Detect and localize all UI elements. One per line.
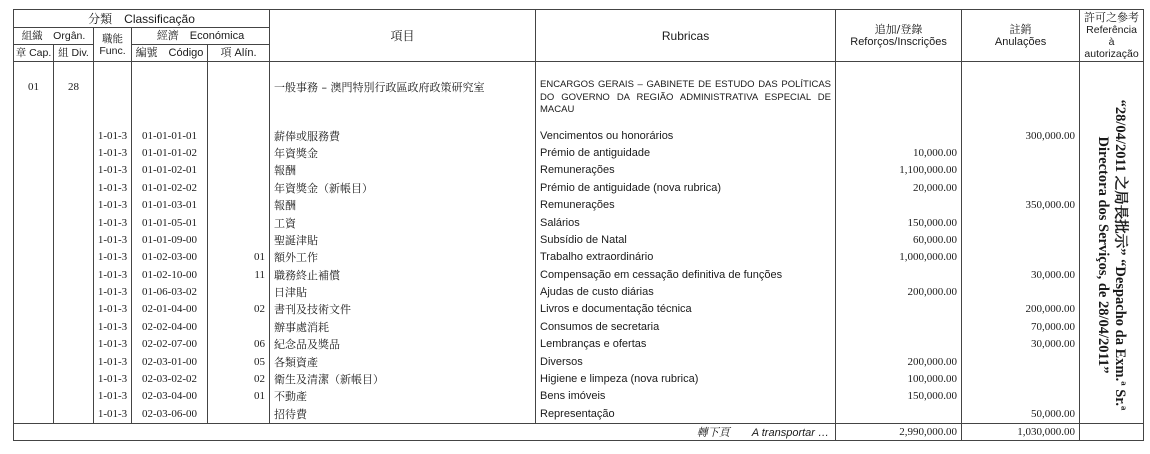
- row-alin: [208, 127, 270, 144]
- row-item-cn: 日津貼: [270, 284, 536, 301]
- row-func: 1-01-3: [94, 353, 132, 370]
- row-item-cn: 不動產: [270, 388, 536, 405]
- anulacoes-header: [962, 10, 1080, 62]
- alin-header: 項 Alín.: [208, 45, 270, 62]
- row-func: 1-01-3: [94, 267, 132, 284]
- row-div: [54, 284, 94, 301]
- economica-header: 經濟 Económica: [132, 28, 270, 45]
- row-alin: [208, 162, 270, 179]
- row-func: 1-01-3: [94, 145, 132, 162]
- row-anulacao: [962, 145, 1080, 162]
- row-rubrica-pt: Remunerações: [536, 197, 836, 214]
- row-code: 01-01-05-01: [132, 214, 208, 231]
- row-item-cn: 報酬: [270, 162, 536, 179]
- row-div: [54, 180, 94, 197]
- row-item-cn: 聖誕津貼: [270, 232, 536, 249]
- row-cap: [14, 127, 54, 144]
- row-reforco: 1,100,000.00: [836, 162, 962, 179]
- row-func: 1-01-3: [94, 336, 132, 353]
- row-div: [54, 406, 94, 423]
- row-reforco: 20,000.00: [836, 180, 962, 197]
- row-cap: [14, 301, 54, 318]
- row-anulacao: [962, 249, 1080, 266]
- budget-rows: [14, 127, 1144, 423]
- row-alin: 02: [208, 371, 270, 388]
- row-rubrica-pt: Higiene e limpeza (nova rubrica): [536, 371, 836, 388]
- row-cap: [14, 353, 54, 370]
- div-header: 組 Div.: [54, 45, 94, 62]
- row-func: 1-01-3: [94, 180, 132, 197]
- row-func: 1-01-3: [94, 388, 132, 405]
- row-reforco: [836, 336, 962, 353]
- row-alin: [208, 197, 270, 214]
- row-cap: [14, 371, 54, 388]
- row-alin: [208, 406, 270, 423]
- row-anulacao: 350,000.00: [962, 197, 1080, 214]
- table-row: [14, 145, 1144, 162]
- row-alin: [208, 319, 270, 336]
- table-row: [14, 232, 1144, 249]
- transport-label: 轉下頁 A transportar …: [14, 424, 836, 441]
- table-row: [14, 388, 1144, 405]
- reforcos-header-cn: 追加/登錄: [874, 22, 923, 36]
- row-func: 1-01-3: [94, 197, 132, 214]
- section-rubrica-pt: ENCARGOS GERAIS – GABINETE DE ESTUDO DAS POLÍTICAS DO GOVERNO DA REGIÃO ADMINISTRATIVA ESPECIAL DE MACAU: [536, 79, 836, 127]
- row-func: 1-01-3: [94, 301, 132, 318]
- row-rubrica-pt: Vencimentos ou honorários: [536, 127, 836, 144]
- row-rubrica-pt: Lembranças e ofertas: [536, 336, 836, 353]
- reforcos-header: [836, 10, 962, 62]
- row-code: 01-01-01-01: [132, 127, 208, 144]
- row-cap: [14, 162, 54, 179]
- row-func: 1-01-3: [94, 232, 132, 249]
- items-header: 項目: [270, 10, 536, 62]
- row-div: [54, 197, 94, 214]
- row-code: 01-01-09-00: [132, 232, 208, 249]
- row-rubrica-pt: Salários: [536, 214, 836, 231]
- row-rubrica-pt: Prémio de antiguidade (nova rubrica): [536, 180, 836, 197]
- row-item-cn: 職務終止補償: [270, 267, 536, 284]
- anulacoes-header-cn: 註銷: [1009, 22, 1032, 36]
- table-row: [14, 180, 1144, 197]
- row-item-cn: 書刊及技術文件: [270, 301, 536, 318]
- reference-header-pt1: Referência: [1086, 23, 1137, 36]
- table-row: [14, 162, 1144, 179]
- row-div: [54, 388, 94, 405]
- row-cap: [14, 214, 54, 231]
- row-func: 1-01-3: [94, 127, 132, 144]
- row-div: [54, 267, 94, 284]
- row-rubrica-pt: Consumos de secretaria: [536, 319, 836, 336]
- row-rubrica-pt: Bens imóveis: [536, 388, 836, 405]
- row-code: 01-01-02-02: [132, 180, 208, 197]
- section-div: 28: [54, 79, 94, 127]
- row-reforco: 150,000.00: [836, 214, 962, 231]
- row-div: [54, 232, 94, 249]
- row-anulacao: [962, 388, 1080, 405]
- row-anulacao: [962, 371, 1080, 388]
- row-item-cn: 年資獎金: [270, 145, 536, 162]
- table-row: [14, 127, 1144, 144]
- authorization-reference-text: “28/04/2011 之局長批示” “Despacho da Exm.ª Sr.ª Directora dos Serviços, de 28/04/2011”: [1095, 99, 1128, 411]
- reforcos-header-pt: Reforços/Inscrições: [850, 35, 947, 48]
- table-row: [14, 284, 1144, 301]
- row-div: [54, 336, 94, 353]
- organica-header: 組織 Orgân.: [14, 28, 94, 45]
- row-cap: [14, 388, 54, 405]
- row-reforco: [836, 197, 962, 214]
- row-rubrica-pt: Ajudas de custo diárias: [536, 284, 836, 301]
- table-footer: [13, 423, 1144, 441]
- row-alin: 06: [208, 336, 270, 353]
- row-item-cn: 紀念品及獎品: [270, 336, 536, 353]
- table-body: [13, 62, 1144, 423]
- row-div: [54, 319, 94, 336]
- row-code: 01-06-03-02: [132, 284, 208, 301]
- section-item-cn: 一般事務 – 澳門特別行政區政府政策研究室: [270, 79, 536, 127]
- row-cap: [14, 406, 54, 423]
- row-anulacao: 30,000.00: [962, 267, 1080, 284]
- row-reforco: [836, 127, 962, 144]
- row-reforco: 100,000.00: [836, 371, 962, 388]
- row-anulacao: 200,000.00: [962, 301, 1080, 318]
- row-code: 02-03-02-02: [132, 371, 208, 388]
- row-anulacao: 300,000.00: [962, 127, 1080, 144]
- row-code: 01-02-10-00: [132, 267, 208, 284]
- reference-header: [1080, 10, 1144, 62]
- table-row: [14, 214, 1144, 231]
- row-func: 1-01-3: [94, 319, 132, 336]
- row-code: 02-02-07-00: [132, 336, 208, 353]
- row-cap: [14, 284, 54, 301]
- row-cap: [14, 319, 54, 336]
- row-cap: [14, 232, 54, 249]
- reference-header-pt2: à: [1108, 35, 1115, 48]
- table-row: [14, 353, 1144, 370]
- row-rubrica-pt: Trabalho extraordinário: [536, 249, 836, 266]
- row-div: [54, 162, 94, 179]
- row-code: 02-03-06-00: [132, 406, 208, 423]
- total-reforcos: 2,990,000.00: [836, 424, 962, 441]
- table-row: [14, 249, 1144, 266]
- row-cap: [14, 336, 54, 353]
- table-row: [14, 371, 1144, 388]
- row-rubrica-pt: Remunerações: [536, 162, 836, 179]
- row-alin: [208, 180, 270, 197]
- row-reforco: 1,000,000.00: [836, 249, 962, 266]
- section-row: [14, 79, 1144, 127]
- row-alin: [208, 145, 270, 162]
- classification-header: 分類 Classificação: [14, 10, 270, 28]
- row-alin: [208, 214, 270, 231]
- row-alin: [208, 284, 270, 301]
- funcional-header: 職能 Func.: [94, 28, 132, 62]
- row-anulacao: [962, 284, 1080, 301]
- row-cap: [14, 267, 54, 284]
- row-cap: [14, 145, 54, 162]
- cap-header: 章 Cap.: [14, 45, 54, 62]
- row-reforco: [836, 406, 962, 423]
- reference-header-cn: 許可之參考: [1084, 10, 1140, 24]
- row-item-cn: 年資獎金（新帳目）: [270, 180, 536, 197]
- row-rubrica-pt: Diversos: [536, 353, 836, 370]
- row-code: 02-02-04-00: [132, 319, 208, 336]
- table-row: [14, 197, 1144, 214]
- row-alin: 01: [208, 249, 270, 266]
- row-anulacao: [962, 353, 1080, 370]
- row-cap: [14, 180, 54, 197]
- row-func: 1-01-3: [94, 249, 132, 266]
- row-cap: [14, 249, 54, 266]
- row-reforco: 10,000.00: [836, 145, 962, 162]
- row-item-cn: 招待費: [270, 406, 536, 423]
- row-item-cn: 薪俸或服務費: [270, 127, 536, 144]
- row-div: [54, 353, 94, 370]
- row-item-cn: 各類資產: [270, 353, 536, 370]
- section-cap: 01: [14, 79, 54, 127]
- row-reforco: 200,000.00: [836, 353, 962, 370]
- row-rubrica-pt: Prémio de antiguidade: [536, 145, 836, 162]
- row-code: 02-03-04-00: [132, 388, 208, 405]
- row-div: [54, 301, 94, 318]
- row-code: 01-01-03-01: [132, 197, 208, 214]
- row-rubrica-pt: Representação: [536, 406, 836, 423]
- table-row: [14, 336, 1144, 353]
- row-alin: 05: [208, 353, 270, 370]
- row-item-cn: 工資: [270, 214, 536, 231]
- rubricas-header: Rubricas: [536, 10, 836, 62]
- row-anulacao: [962, 162, 1080, 179]
- row-code: 02-03-01-00: [132, 353, 208, 370]
- table-row: [14, 267, 1144, 284]
- budget-table-sheet: [13, 9, 1143, 445]
- row-rubrica-pt: Compensação em cessação definitiva de funções: [536, 267, 836, 284]
- table-row: [14, 301, 1144, 318]
- row-func: 1-01-3: [94, 284, 132, 301]
- row-div: [54, 214, 94, 231]
- row-reforco: 60,000.00: [836, 232, 962, 249]
- row-item-cn: 辦事處消耗: [270, 319, 536, 336]
- row-func: 1-01-3: [94, 162, 132, 179]
- row-code: 02-01-04-00: [132, 301, 208, 318]
- codigo-header: 編號 Código: [132, 45, 208, 62]
- row-alin: 01: [208, 388, 270, 405]
- row-anulacao: [962, 214, 1080, 231]
- row-reforco: [836, 301, 962, 318]
- row-item-cn: 報酬: [270, 197, 536, 214]
- row-anulacao: [962, 180, 1080, 197]
- table-row: [14, 319, 1144, 336]
- row-code: 01-01-01-02: [132, 145, 208, 162]
- total-anulacoes: 1,030,000.00: [962, 424, 1080, 441]
- table-header: [13, 9, 1144, 62]
- row-div: [54, 249, 94, 266]
- row-cap: [14, 197, 54, 214]
- row-alin: 11: [208, 267, 270, 284]
- row-div: [54, 371, 94, 388]
- row-div: [54, 145, 94, 162]
- row-anulacao: 50,000.00: [962, 406, 1080, 423]
- row-func: 1-01-3: [94, 406, 132, 423]
- row-rubrica-pt: Livros e documentação técnica: [536, 301, 836, 318]
- row-func: 1-01-3: [94, 214, 132, 231]
- row-item-cn: 額外工作: [270, 249, 536, 266]
- row-alin: [208, 232, 270, 249]
- row-reforco: 150,000.00: [836, 388, 962, 405]
- row-item-cn: 衛生及清潔（新帳目）: [270, 371, 536, 388]
- row-anulacao: 30,000.00: [962, 336, 1080, 353]
- table-row: [14, 406, 1144, 423]
- authorization-reference: [1079, 71, 1143, 439]
- row-reforco: 200,000.00: [836, 284, 962, 301]
- row-code: 01-01-02-01: [132, 162, 208, 179]
- row-anulacao: [962, 232, 1080, 249]
- anulacoes-header-pt: Anulações: [994, 35, 1047, 48]
- row-rubrica-pt: Subsídio de Natal: [536, 232, 836, 249]
- row-code: 01-02-03-00: [132, 249, 208, 266]
- row-div: [54, 127, 94, 144]
- reference-header-pt3: autorização: [1084, 47, 1139, 60]
- row-func: 1-01-3: [94, 371, 132, 388]
- row-reforco: [836, 319, 962, 336]
- row-anulacao: 70,000.00: [962, 319, 1080, 336]
- row-reforco: [836, 267, 962, 284]
- row-alin: 02: [208, 301, 270, 318]
